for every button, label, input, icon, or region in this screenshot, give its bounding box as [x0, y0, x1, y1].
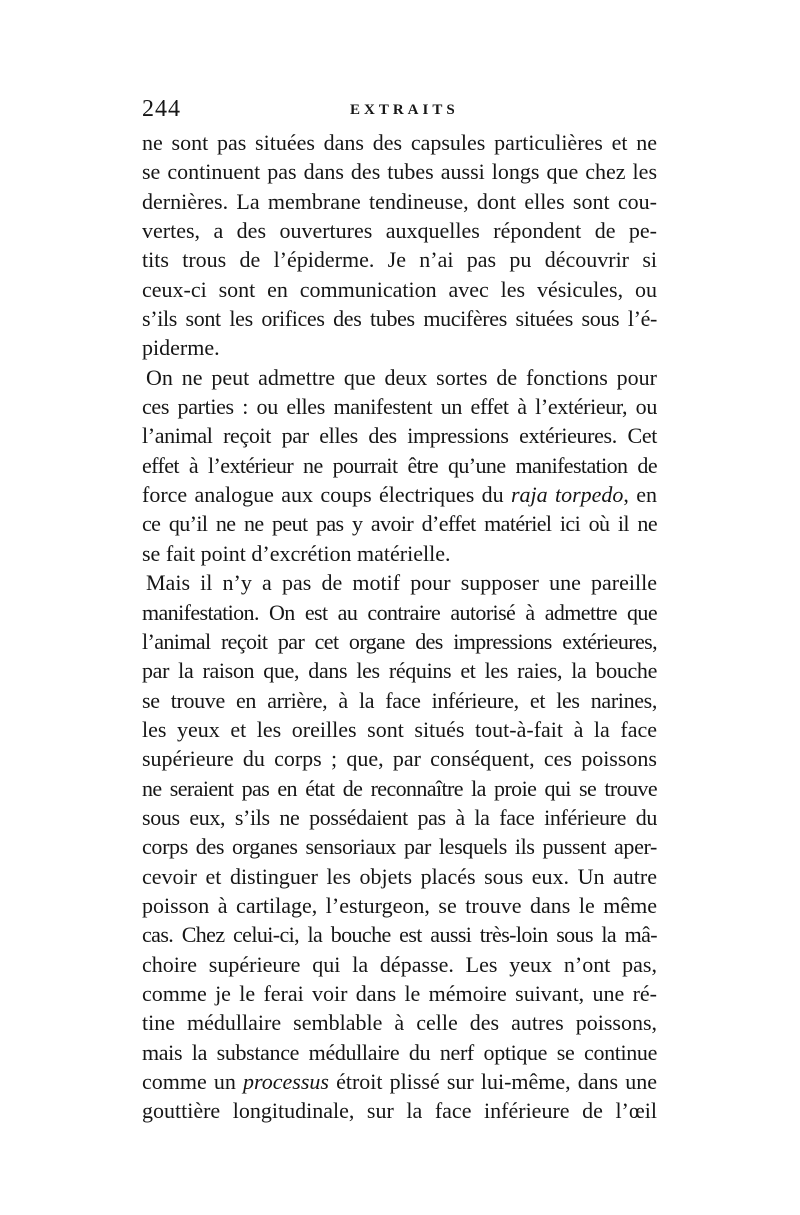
- text-line: tine médullaire semblable à celle des autres poissons,: [142, 1010, 657, 1036]
- text-line: mais la substance médullaire du nerf optique se continue: [142, 1039, 657, 1065]
- text-line: l’animal reçoit par cet organe des impressions extérieures,: [142, 628, 657, 654]
- text-line: [142, 1067, 657, 1096]
- text-line: ces parties : ou elles manifestent un effet à l’extérieur, ou: [142, 394, 657, 420]
- text-line: tits trous de l’épiderme. Je n’ai pas pu découvrir si: [142, 247, 657, 273]
- page-number: 244: [142, 96, 181, 122]
- text-line: les yeux et les oreilles sont situés tout-à-fait à la face: [142, 716, 657, 742]
- text-line: effet à l’extérieur ne pourrait être qu’une manifestation de: [142, 452, 657, 478]
- text-line: manifestation. On est au contraire autorisé à admettre que: [142, 599, 657, 625]
- text-line: sous eux, s’ils ne possédaient pas à la face inférieure du: [142, 804, 657, 830]
- paragraph-first-line: Mais il n’y a pas de motif pour supposer une pareille: [146, 570, 657, 596]
- text-line: ceux-ci sont en communication avec les vésicules, ou: [142, 276, 657, 302]
- text-line: ne sont pas situées dans des capsules particulières et ne: [142, 130, 657, 155]
- text-line: piderme.: [142, 335, 220, 361]
- text-line: choire supérieure qui la dépasse. Les yeux n’ont pas,: [142, 951, 657, 977]
- text-line: vertes, a des ouvertures auxquelles répondent de pe-: [142, 218, 657, 244]
- text-segment: force analogue aux coups électriques du: [142, 482, 511, 508]
- text-line: ce qu’il ne ne peut pas y avoir d’effet matériel ici où il ne: [142, 511, 657, 537]
- text-line: gouttière longitudinale, sur la face inférieure de l’œil: [142, 1098, 657, 1124]
- paragraph-first-line: On ne peut admettre que deux sortes de fonctions pour: [146, 364, 657, 390]
- text-line: l’animal reçoit par elles des impressions extérieures. Cet: [142, 423, 657, 449]
- running-head: [142, 96, 657, 126]
- text-line: [142, 480, 657, 509]
- text-line: se trouve en arrière, à la face inférieure, et les narines,: [142, 687, 657, 713]
- running-title: EXTRAITS: [350, 102, 459, 118]
- text-line: poisson à cartilage, l’esturgeon, se trouve dans le même: [142, 892, 657, 918]
- text-segment: comme un: [142, 1069, 243, 1094]
- text-line: par la raison que, dans les réquins et les raies, la bouche: [142, 658, 657, 684]
- text-segment: étroit plissé sur lui-même, dans une: [328, 1069, 657, 1094]
- italic-term: raja torpedo: [510, 482, 624, 508]
- text-line: s’ils sont les orifices des tubes mucifères situées sous l’é-: [142, 306, 657, 332]
- text-line: dernières. La membrane tendineuse, dont elles sont cou-: [142, 188, 657, 214]
- text-line: ne seraient pas en état de reconnaître la proie qui se trouve: [142, 775, 657, 801]
- text-line: cas. Chez celui-ci, la bouche est aussi très-loin sous la mâ-: [142, 922, 657, 948]
- text-segment: , en: [623, 482, 658, 508]
- text-line: se fait point d’excrétion matérielle.: [142, 540, 451, 566]
- text-line: supérieure du corps ; que, par conséquent, ces poissons: [142, 746, 657, 772]
- text-line: se continuent pas dans des tubes aussi longs que chez les: [142, 159, 657, 185]
- text-line: cevoir et distinguer les objets placés sous eux. Un autre: [142, 863, 657, 889]
- text-line: corps des organes sensoriaux par lesquels ils pussent aper-: [142, 834, 657, 860]
- italic-term: processus: [243, 1069, 329, 1094]
- body-text: [142, 128, 657, 1126]
- text-line: comme je le ferai voir dans le mémoire suivant, une ré-: [142, 980, 657, 1006]
